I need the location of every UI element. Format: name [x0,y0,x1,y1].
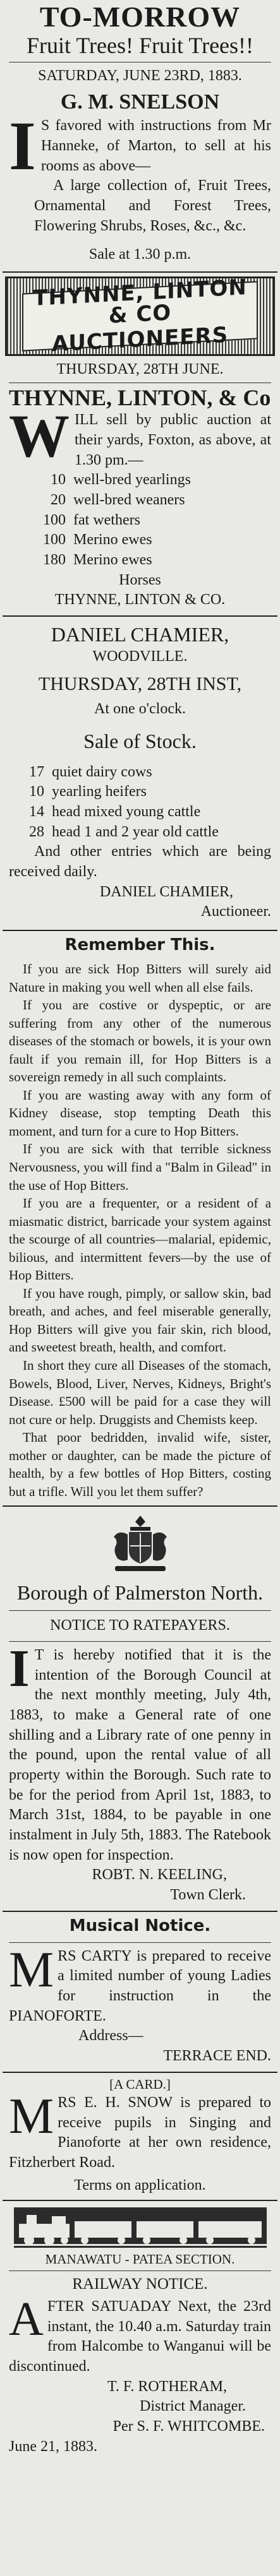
ad-title: Musical Notice. [69,1916,211,1935]
drop-cap: M [9,2089,54,2145]
ad-hop-bitters [0,931,280,1500]
divider [3,1505,277,1507]
ad-card-snow [0,2073,280,2196]
ad-musical-notice [0,1912,280,2067]
list-item: 10 well-bred yearlings [51,472,191,489]
paragraph: That poor bedridden, invalid wife, sister, mother or daughter, can be made the picture of health, by a few bottles of Hop Bitters, costing but a trifle. Will you let them suffer? [9,1430,271,1499]
notice-subtitle: NOTICE TO RATEPAYERS. [50,1617,230,1634]
signature-role: District Manager. [140,2398,246,2415]
address: TERRACE END. [163,2047,271,2064]
ad-stock-woodville [0,617,280,922]
drop-cap: I [9,1639,30,1699]
notice-body: I T is hereby notified that it is the intention of the Borough Council at the next monthly meeting, July 4th, 1883, to make a General rate of one shilling and a Library rate of one penny in the pound, upon the rental value of all property within the Borough. Such rate to be for the period from April 1st, 1883, to March 31st, 1884, to be payable in one instalment in July 5th, 1883. The Ratebook is now open for inspection. [9,1639,271,1863]
paragraph: If you are wasting away with any form of Kidney disease, stop tempting Death this moment, and turn for a cure to Hop Bitters. [9,1087,271,1139]
notice-title: Borough of Palmerston North. [16,1581,264,1605]
sale-date: THURSDAY, 28TH JUNE. [56,360,224,377]
auctioneer-banner [5,276,275,356]
list-item: 100 Merino ewes [43,531,152,549]
list-item: 10 yearling heifers [29,783,147,800]
list-item: 14 head mixed young cattle [29,804,201,821]
ad-note: And other entries which are being received daily. [9,843,271,881]
section-name: MANAWATU - PATEA SECTION. [45,2251,235,2267]
ad-railway-notice [0,2207,280,2457]
sale-time: Sale at 1.30 p.m. [88,246,192,263]
signature: Per S. F. WHITCOMBE. [113,2418,265,2435]
paragraph: If you are sick Hop Bitters will surely aid Nature in making you well when all else fails. [9,961,271,995]
sale-date: THURSDAY, 28TH INST, [38,673,242,694]
list-item: 100 fat wethers [43,511,140,528]
ad-body: W ILL sell by public auction at their yards, Foxton, as above, at 1.30 pm.— [9,402,271,470]
ad-stock-foxton [0,360,280,610]
sale-title: Sale of Stock. [83,729,197,752]
list-item: 28 head 1 and 2 year old cattle [29,823,219,840]
signature: DANIEL CHAMIER, [99,883,233,900]
signature-role: Town Clerk. [170,1887,246,1904]
auctioneer-name: G. M. SNELSON [60,90,220,114]
ad-body: M RS E. H. SNOW is prepared to receive pupils in Singing and Pianoforte at her own residence, Fitzherbert Road. [9,2089,271,2171]
paragraph: In short they cure all Diseases of the stomach, Bowels, Blood, Liver, Nerves, Kidneys, Bright's Disease. £500 will be paid for a case they will not cure or help. Druggists and Chemists keep. [9,1357,271,1427]
drop-cap: I [9,107,36,185]
extra-item: Horses [119,571,161,588]
notice-date: June 21, 1883. [9,2438,97,2455]
paragraph: If you are sick with that terrible sickness Nervousness, you will find a "Balm in Gilead" in the use of Hop Bitters. [9,1141,271,1193]
divider [3,271,277,273]
drop-cap: M [9,1942,54,1998]
ad-subhead: Fruit Trees! Fruit Trees!! [26,32,254,58]
terms: Terms on application. [74,2176,206,2193]
ad-body: I S favored with instructions from Mr Hanneke, of Marton, to sell at his rooms as above— [9,107,271,185]
place: WOODVILLE. [92,648,188,665]
stock-list [9,763,271,843]
ad-body: M RS CARTY is prepared to receive a limited number of young Ladies for instruction in the PIANOFORTE. [9,1942,271,2024]
ad-borough-notice [0,1513,280,1905]
drop-cap: A [9,2293,44,2346]
ad-fruit-trees [0,0,280,265]
paragraph: If you are a frequenter, or a resident of a miasmatic district, barricade your system against the scourge of all countries—malarial, epidemic, bilious, and intermittent fevers—by the use of Hop Bitters. [9,1196,271,1283]
ad-title: Remember This. [64,935,216,955]
card-label: [A CARD.] [109,2076,171,2092]
train-icon [14,2207,267,2248]
coat-of-arms-icon [102,1513,178,1575]
banner-text: THYNNE, LINTON & CO AUCTIONEERS [22,281,258,352]
divider [3,2200,277,2201]
ad-list: A large collection of, Fruit Trees, Ornamental and Forest Trees, Flowering Shrubs, Roses, &c., &c. [34,177,271,234]
ad-headline: TO-MORROW [39,1,241,33]
paragraph: If you have rough, pimply, or sallow skin, bad breath, and aches, and feel miserable generally, Hop Bitters will give you fair skin, rich blood, and sweetest breath, health, and comfort. [9,1285,271,1355]
sale-time: At one o'clock. [94,701,186,718]
signature: T. F. ROTHERAM, [107,2378,227,2395]
drop-cap: W [9,402,70,470]
list-item: 180 Merino ewes [43,551,152,568]
address-label: Address— [78,2027,143,2045]
signature: THYNNE, LINTON & CO. [54,591,226,608]
signature: ROBT. N. KEELING, [92,1867,227,1884]
paragraph: If you are costive or dyspeptic, or are suffering from any other of the numerous diseases of the stomach or bowels, it is your own fault if you remain ill, for Hop Bitters is a sovereign remedy in all such complaints. [9,997,271,1085]
sale-date: SATURDAY, JUNE 23RD, 1883. [38,68,242,85]
list-item: 20 well-bred weaners [51,491,185,508]
notice-title: RAILWAY NOTICE. [72,2276,208,2293]
notice-body: A FTER SATUADAY Next, the 23rd instant, the 10.40 a.m. Saturday train from Halcombe to Wanganui will be discontinued. [9,2293,271,2375]
stock-list [9,470,271,570]
auctioneer-name: THYNNE, LINTON, & Co [9,384,271,410]
auctioneer-name: DANIEL CHAMIER, [51,622,229,646]
signature-role: Auctioneer. [200,903,271,920]
list-item: 17 quiet dairy cows [29,763,152,780]
